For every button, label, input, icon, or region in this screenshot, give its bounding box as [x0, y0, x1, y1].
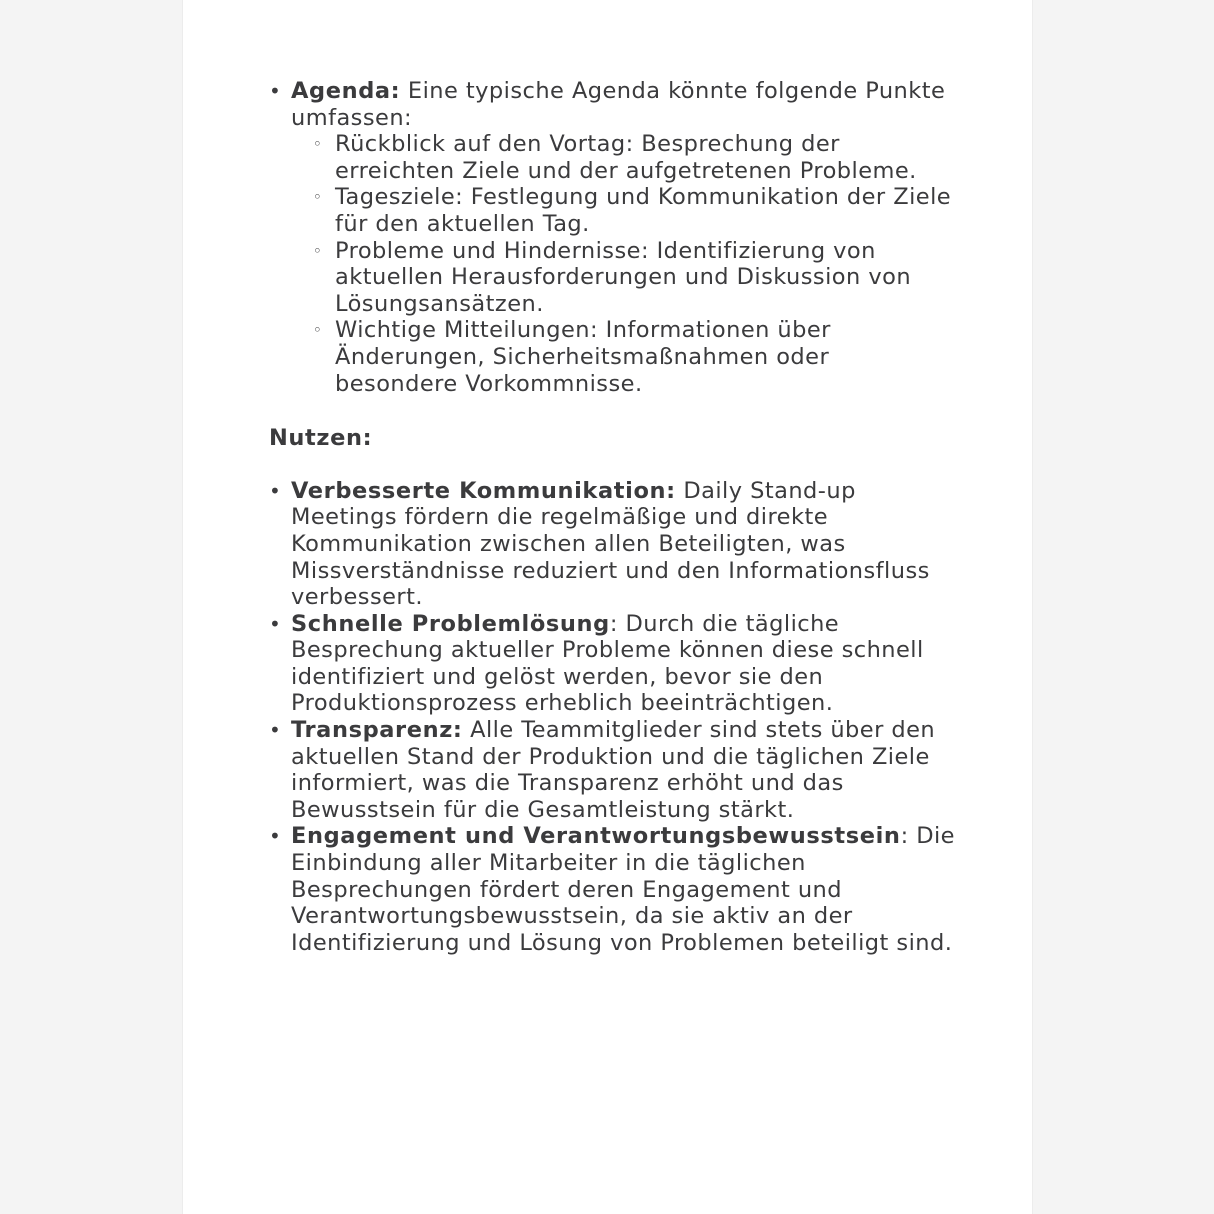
list-item-lead-in: Schnelle Problemlösung — [291, 610, 610, 637]
agenda-list — [266, 78, 956, 397]
nutzen-list — [266, 478, 956, 957]
bullet-dot-icon: • — [269, 718, 282, 743]
document-content — [266, 78, 956, 956]
list-item — [266, 478, 956, 611]
list-item — [313, 317, 956, 397]
list-item — [266, 611, 956, 717]
list-item — [313, 184, 956, 237]
agenda-sub-list — [291, 131, 956, 397]
list-item — [313, 131, 956, 184]
list-item-lead-in: Transparenz: — [291, 717, 463, 744]
bullet-circle-icon: ◦ — [313, 241, 323, 260]
list-item-text: Tagesziele: Festlegung und Kommunikation der Ziele für den aktuellen Tag. — [335, 184, 952, 237]
list-item-text: : Durch die tägliche Besprechung aktueller Probleme können diese schnell identifiziert und gelöst werden, bevor sie den Produktionsprozess erheblich beeinträchtigen. — [291, 610, 924, 717]
list-item-text: Rückblick auf den Vortag: Besprechung der erreichten Ziele und der aufgetretenen Probleme. — [335, 131, 917, 184]
list-item — [266, 823, 956, 956]
list-item-lead-in: Engagement und Verantwortungsbewusstsein — [291, 823, 901, 850]
bullet-circle-icon: ◦ — [313, 135, 323, 154]
list-item-lead-in: Agenda: — [291, 78, 401, 104]
document-page — [183, 0, 1032, 1214]
list-item-text: Probleme und Hindernisse: Identifizierung von aktuellen Herausforderungen und Diskussion von Lösungsansätzen. — [335, 237, 912, 317]
list-item-text: Daily Stand-up Meetings fördern die regelmäßige und direkte Kommunikation zwischen allen Beteiligten, was Missverständnisse reduziert und den Informationsfluss verbessert. — [291, 477, 930, 611]
bullet-dot-icon: • — [269, 478, 282, 503]
bullet-dot-icon: • — [269, 79, 282, 103]
bullet-dot-icon: • — [269, 611, 282, 636]
list-item-text: : Die Einbindung aller Mitarbeiter in die täglichen Besprechungen fördert deren Engagement und Verantwortungsbewusstsein, da sie aktiv an der Identifizierung und Lösung von Problemen beteiligt sind. — [291, 823, 955, 956]
list-item-text: Eine typische Agenda könnte folgende Punkte umfassen: — [291, 78, 946, 131]
list-item-text: Alle Teammitglieder sind stets über den aktuellen Stand der Produktion und die täglichen Ziele informiert, was die Transparenz erhöht und das Bewusstsein für die Gesamtleistung stärkt. — [291, 717, 936, 823]
bullet-dot-icon: • — [269, 824, 282, 849]
list-item-text: Wichtige Mitteilungen: Informationen über Änderungen, Sicherheitsmaßnahmen oder besondere Vorkommnisse. — [335, 317, 831, 397]
section-heading-nutzen: Nutzen: — [269, 425, 373, 452]
list-item — [266, 78, 956, 397]
list-item — [313, 238, 956, 318]
bullet-circle-icon: ◦ — [313, 321, 323, 340]
list-item — [266, 717, 956, 823]
bullet-circle-icon: ◦ — [313, 188, 323, 207]
list-item-lead-in: Verbesserte Kommunikation: — [291, 477, 676, 504]
